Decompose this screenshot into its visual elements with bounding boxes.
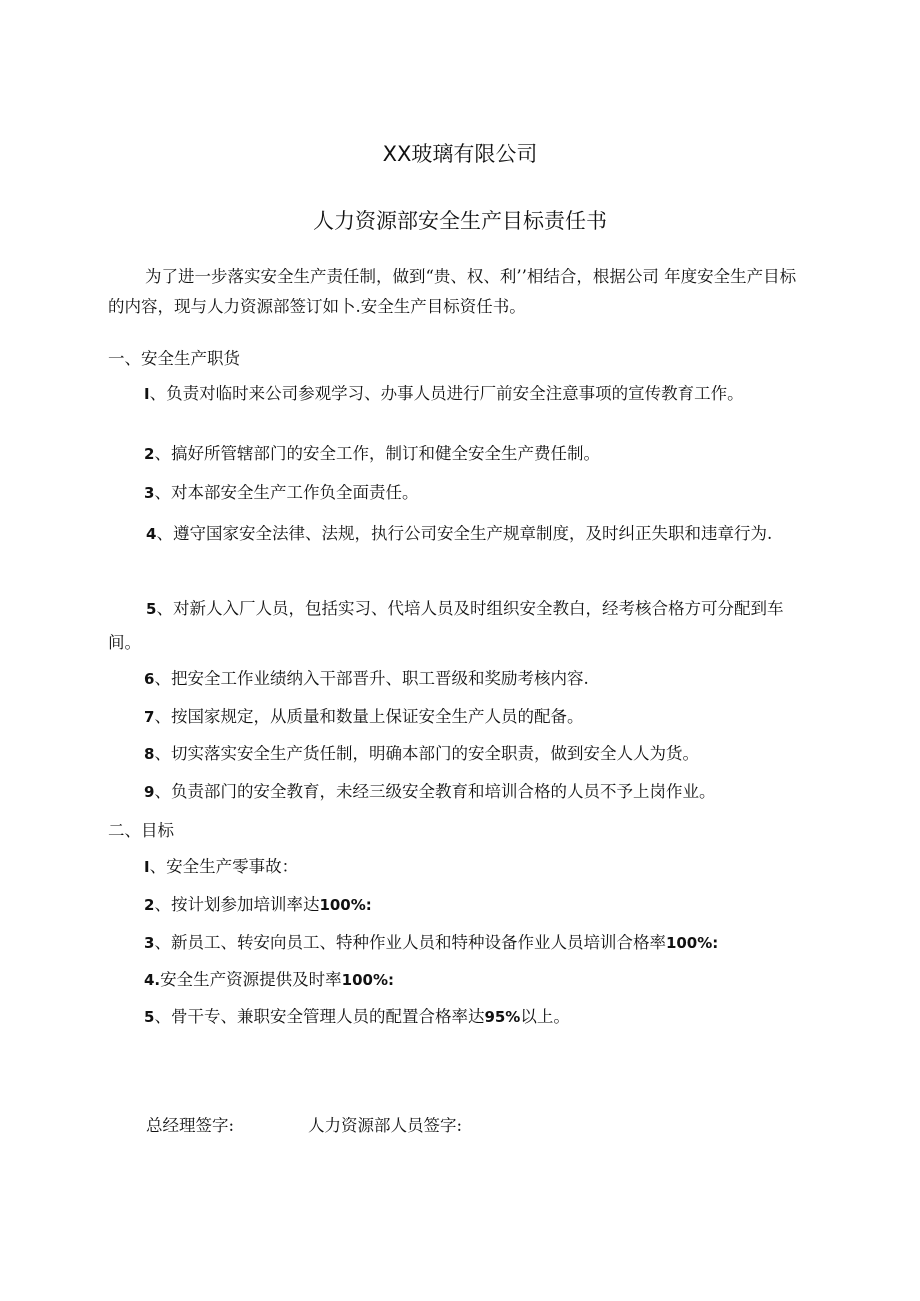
signature-row [146, 1112, 462, 1136]
duty-text: 、搞好所管辖部门的安全工作，制订和健全安全生产费任制。 [154, 444, 600, 463]
duty-number: 6 [144, 670, 155, 688]
duty-text: 、切实落实安全生产货任制，明确本部门的安全职责，做到安全人人为货。 [154, 744, 699, 763]
duty-number: 9 [144, 783, 155, 801]
target-number: 3 [144, 934, 155, 952]
duty-item [108, 381, 808, 407]
target-item [108, 854, 808, 880]
document-title: 人力资源部安全生产目标责任书 [313, 209, 607, 233]
target-value: 100%: [319, 896, 372, 914]
duty-number: 8 [144, 745, 155, 763]
duty-number: I [144, 385, 150, 403]
target-value: 100%: [341, 971, 394, 989]
target-text: 、安全生产零事故： [149, 857, 299, 876]
target-number: I [144, 858, 150, 876]
hr-staff-signature-label: 人力资源部人员签字: [308, 1116, 463, 1135]
target-item [108, 930, 808, 956]
duty-text: 、对新人入厂人员，包括实习、代培人员及时组织安全教白，经考核合格方可分配到车间。 [108, 599, 784, 652]
target-item [108, 1004, 808, 1030]
duty-item [108, 592, 808, 660]
target-text: 、按计划参加培训率达 [154, 895, 320, 914]
duty-number: 3 [144, 484, 155, 502]
target-value: 100%: [665, 934, 719, 952]
duty-text: 、按国家规定，从质量和数量上保证安全生产人员的配备。 [154, 707, 584, 726]
target-text: 、新员工、转安向员工、特种作业人员和特种设备作业人员培训合格率 [154, 933, 666, 952]
general-manager-signature-label: 总经理签字: [146, 1116, 235, 1135]
duty-text: 、遵守国家安全法律、法规，执行公司安全生产规章制度，及时纠正失职和违章行为. [156, 524, 773, 543]
duty-item [108, 704, 808, 730]
duty-number: 2 [144, 445, 155, 463]
duty-item [108, 666, 808, 692]
duty-item [108, 441, 808, 467]
target-text-after: 以上。 [520, 1007, 570, 1026]
duty-number: 5 [146, 600, 157, 618]
duty-number: 4 [146, 525, 157, 543]
duty-text: 、对本部安全生产工作负全面责任。 [154, 483, 419, 502]
company-name: XX玻璃有限公司 [382, 142, 538, 166]
target-number: 2 [144, 896, 155, 914]
target-item [108, 967, 808, 993]
target-value: 95% [484, 1008, 521, 1026]
target-number: 5 [144, 1008, 155, 1026]
target-number: 4. [144, 971, 161, 989]
duty-item [108, 517, 808, 551]
duty-number: 7 [144, 708, 155, 726]
duty-text: 、把安全工作业绩纳入干部晋升、职工晋级和奖励考核内容. [154, 669, 589, 688]
duty-item [108, 480, 808, 506]
duty-item [108, 741, 808, 767]
section-heading-duties: 一、安全生产职货 [108, 349, 240, 368]
duty-text: 、负责对临时来公司参观学习、办事人员进行厂前安全注意事项的宣传教育工作。 [149, 384, 744, 403]
target-text: 安全生产资源提供及时率 [160, 970, 342, 989]
section-heading-targets: 二、目标 [108, 821, 174, 840]
duty-text: 、负责部门的安全教育，未经三级安全教育和培训合格的人员不予上岗作业。 [154, 782, 716, 801]
intro-paragraph: 为了进一步落实安全生产责任制，做到“贵、权、利’’相结合，根据公司 年度安全生产目标的内容，现与人力资源部签订如卜.安全生产目标资任书。 [108, 267, 797, 316]
target-item [108, 892, 808, 918]
target-text: 、骨干专、兼职安全管理人员的配置合格率达 [154, 1007, 485, 1026]
duty-item [108, 779, 808, 805]
